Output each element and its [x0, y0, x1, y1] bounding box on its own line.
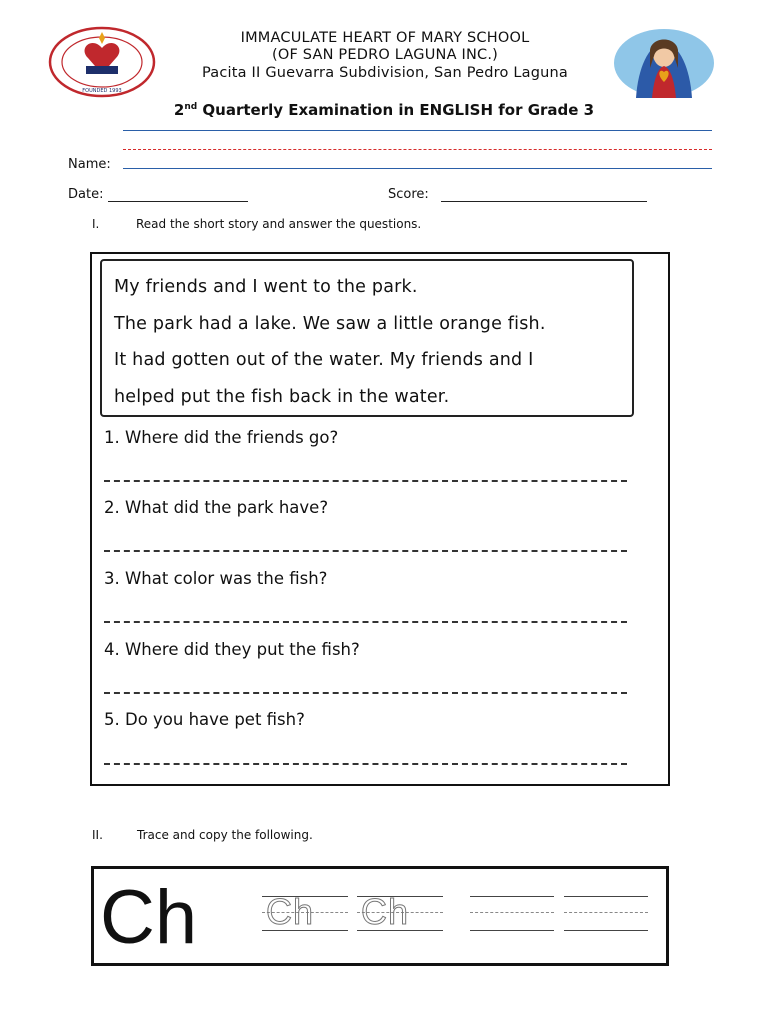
- svg-text:FOUNDED 1993: FOUNDED 1993: [82, 88, 122, 94]
- score-field-line[interactable]: [441, 201, 647, 202]
- answer-line-5[interactable]: [104, 763, 627, 765]
- trace-cell-1[interactable]: [262, 891, 348, 932]
- header-line-blue: [123, 130, 712, 131]
- story-line: It had gotten out of the water. My friends and I: [114, 350, 534, 370]
- title-rest: Quarterly Examination in ENGLISH for Grade 3: [197, 101, 595, 119]
- question-2: 2. What did the park have?: [104, 498, 329, 517]
- copy-cell-2[interactable]: [564, 896, 648, 932]
- question-5: 5. Do you have pet fish?: [104, 710, 305, 729]
- name-label: Name:: [68, 157, 111, 172]
- question-3: 3. What color was the fish?: [104, 569, 328, 588]
- question-4: 4. Where did they put the fish?: [104, 640, 360, 659]
- exam-title: [0, 101, 768, 119]
- score-label: Score:: [388, 187, 429, 202]
- school-name: IMMACULATE HEART OF MARY SCHOOL: [240, 30, 530, 46]
- ghost-letters: Ch: [361, 891, 410, 932]
- school-address: Pacita II Guevarra Subdivision, San Pedro Laguna: [202, 65, 568, 81]
- story-line: The park had a lake. We saw a little orange fish.: [114, 313, 546, 334]
- story-line: helped put the fish back in the water.: [114, 386, 450, 407]
- virgin-mary-portrait: [612, 28, 716, 98]
- section-1-instruction: Read the short story and answer the questions.: [136, 217, 422, 231]
- ghost-letters: Ch: [266, 891, 315, 932]
- answer-line-2[interactable]: [104, 550, 627, 552]
- copy-cell-1[interactable]: [470, 896, 554, 932]
- answer-line-3[interactable]: [104, 621, 627, 623]
- school-subtitle: (OF SAN PEDRO LAGUNA INC.): [271, 47, 499, 63]
- model-letters: Ch: [100, 875, 198, 960]
- section-1-numeral: I.: [92, 217, 100, 231]
- title-ordinal-suffix: nd: [184, 102, 198, 112]
- school-logo: [48, 26, 156, 98]
- question-1: 1. Where did the friends go?: [104, 428, 339, 447]
- answer-line-4[interactable]: [104, 692, 627, 694]
- story-line: My friends and I went to the park.: [114, 277, 418, 297]
- name-field-line[interactable]: [123, 168, 712, 169]
- section-2-instruction: Trace and copy the following.: [137, 828, 313, 842]
- date-label: Date:: [68, 187, 104, 202]
- date-field-line[interactable]: [108, 201, 248, 202]
- story-box: [100, 259, 634, 417]
- header-line-red-dashed: [123, 149, 712, 150]
- section-2-numeral: II.: [92, 828, 103, 842]
- trace-cell-2[interactable]: [357, 891, 443, 932]
- title-ordinal-number: 2: [173, 101, 185, 119]
- answer-line-1[interactable]: [104, 480, 627, 482]
